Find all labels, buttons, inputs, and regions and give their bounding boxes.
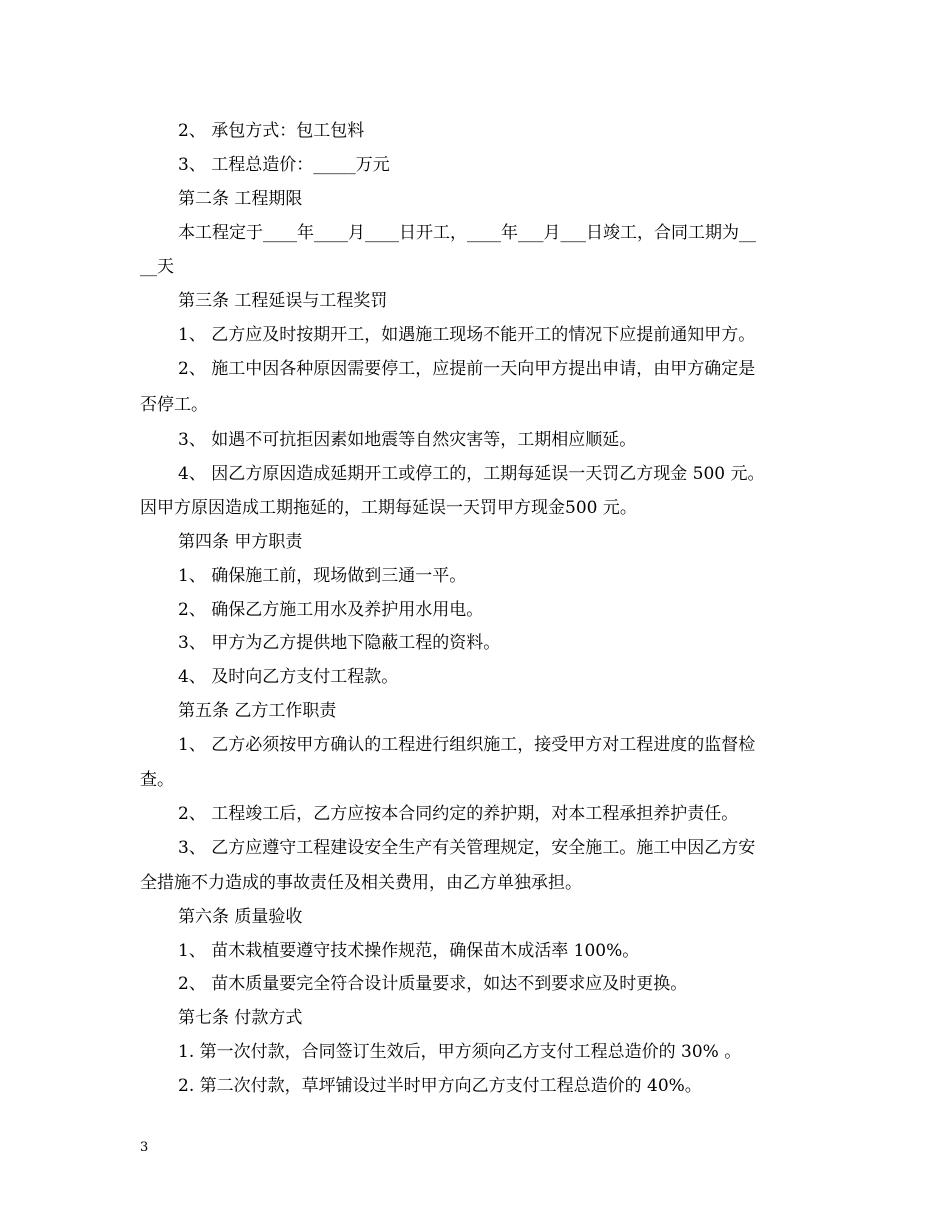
contract-line: __天 [140, 257, 174, 277]
contract-line: 因甲方原因造成工期拖延的，工期每延误一天罚甲方现金500 元。 [140, 498, 637, 518]
article-heading: 第四条 甲方职责 [178, 532, 303, 552]
article-heading: 第三条 工程延误与工程奖罚 [178, 291, 388, 311]
contract-line: 3、 甲方为乙方提供地下隐蔽工程的资料。 [178, 633, 501, 653]
article-heading: 第二条 工程期限 [178, 189, 303, 209]
page-number: 3 [140, 1140, 149, 1155]
contract-line: 2. 第二次付款，草坪铺设过半时甲方向乙方支付工程总造价的 40%。 [178, 1076, 702, 1096]
article-heading: 第五条 乙方工作职责 [178, 701, 337, 721]
contract-line: 3、 如遇不可抗拒因素如地震等自然灾害等，工期相应顺延。 [178, 430, 637, 450]
article-heading: 第七条 付款方式 [178, 1008, 303, 1028]
contract-line: 4、 因乙方原因造成延期开工或停工的，工期每延误一天罚乙方现金 500 元。 [178, 464, 765, 484]
contract-line: 3、 工程总造价：_____万元 [178, 155, 390, 175]
contract-line: 2、 确保乙方施工用水及养护用水用电。 [178, 600, 484, 620]
contract-line: 3、 乙方应遵守工程建设安全生产有关管理规定，安全施工。施工中因乙方安 [178, 838, 756, 858]
contract-line: 1、 确保施工前，现场做到三通一平。 [178, 566, 467, 586]
contract-line: 本工程定于____年____月____日开工，____年___月___日竣工，合同工期为__ [178, 223, 756, 243]
contract-line: 查。 [140, 770, 174, 790]
contract-line: 2、 承包方式：包工包料 [178, 121, 365, 141]
contract-line: 1、 乙方必须按甲方确认的工程进行组织施工，接受甲方对工程进度的监督检 [178, 735, 756, 755]
contract-line: 全措施不力造成的事故责任及相关费用，由乙方单独承担。 [140, 873, 582, 893]
contract-line: 1. 第一次付款，合同签订生效后，甲方须向乙方支付工程总造价的 30% 。 [178, 1042, 742, 1062]
contract-line: 1、 乙方应及时按期开工，如遇施工现场不能开工的情况下应提前通知甲方。 [178, 325, 756, 345]
contract-line: 2、 施工中因各种原因需要停工，应提前一天向甲方提出申请，由甲方确定是 [178, 359, 756, 379]
article-heading: 第六条 质量验收 [178, 907, 303, 927]
contract-line: 2、 工程竣工后，乙方应按本合同约定的养护期，对本工程承担养护责任。 [178, 804, 739, 824]
contract-line: 2、 苗木质量要完全符合设计质量要求，如达不到要求应及时更换。 [178, 974, 688, 994]
contract-line: 4、 及时向乙方支付工程款。 [178, 667, 399, 687]
contract-line: 1、 苗木栽植要遵守技术操作规范，确保苗木成活率 100%。 [178, 941, 640, 961]
contract-line: 否停工。 [140, 395, 208, 415]
